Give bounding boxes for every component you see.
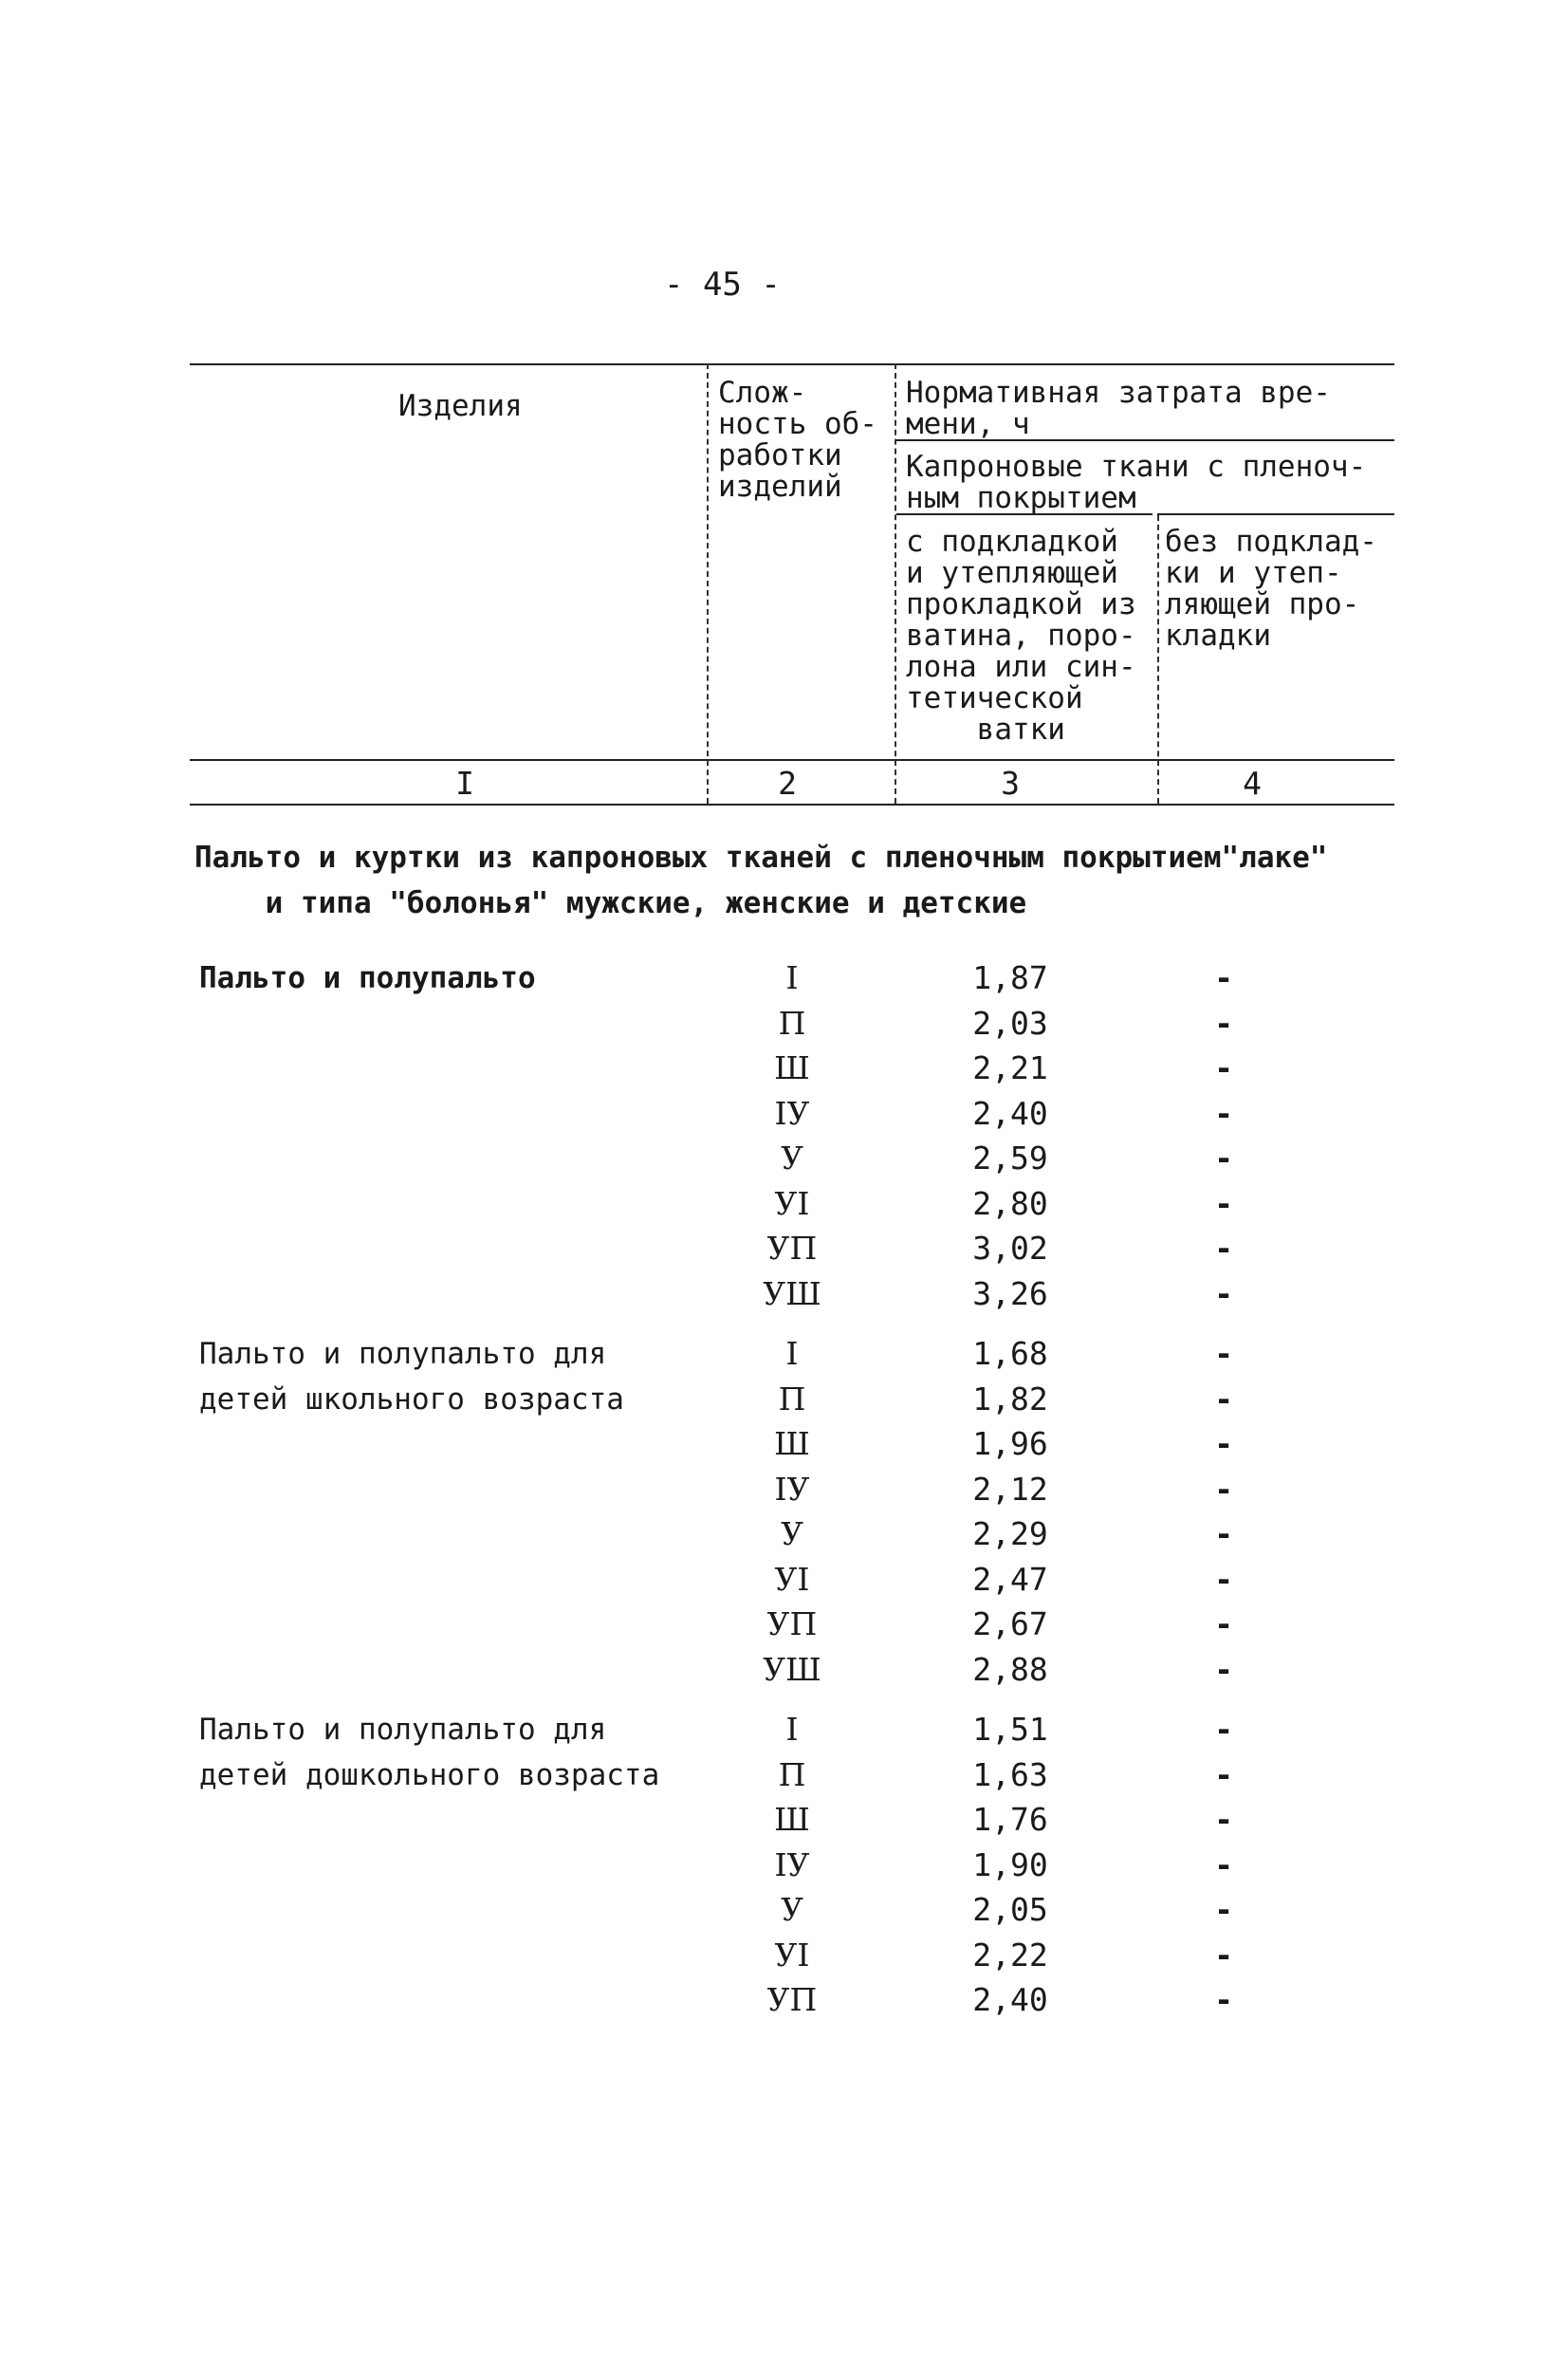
no-lining-cell: - — [1214, 1335, 1233, 1372]
value-cell: 2,47 — [972, 1560, 1048, 1598]
no-lining-cell: - — [1214, 1845, 1233, 1883]
header-col2: Слож- ность об- работки изделий — [718, 376, 877, 504]
complexity-cell: У — [781, 1515, 803, 1552]
value-cell: 2,88 — [972, 1650, 1048, 1688]
no-lining-cell: - — [1214, 1711, 1233, 1748]
no-lining-cell: - — [1214, 1049, 1233, 1086]
no-lining-cell: - — [1214, 1605, 1233, 1642]
complexity-cell: Ш — [774, 1801, 810, 1838]
complexity-cell: У — [781, 1140, 803, 1177]
complexity-cell: УШ — [763, 1650, 821, 1688]
complexity-cell: УШ — [763, 1274, 821, 1312]
page-number: - 45 - — [664, 266, 781, 304]
header-col4: без подклад- ки и утеп- ляющей про- кладки — [1165, 525, 1377, 653]
header-bottom-rule — [190, 759, 1394, 761]
no-lining-cell: - — [1214, 1470, 1233, 1508]
no-lining-cell: - — [1214, 1891, 1233, 1928]
group-label: Пальто и полупальто для детей дошкольного возраста — [199, 1713, 660, 1792]
value-cell: 1,63 — [972, 1755, 1048, 1793]
value-cell: 2,21 — [972, 1049, 1048, 1086]
complexity-cell: УП — [766, 1605, 818, 1642]
value-cell: 2,12 — [972, 1470, 1048, 1508]
complexity-cell: П — [778, 1004, 806, 1042]
value-cell: 1,90 — [972, 1845, 1048, 1883]
no-lining-cell: - — [1214, 1936, 1233, 1974]
value-cell: 1,68 — [972, 1335, 1048, 1372]
value-cell: 2,29 — [972, 1515, 1048, 1552]
colnum-bottom-rule — [190, 804, 1394, 806]
no-lining-cell: - — [1214, 1380, 1233, 1418]
complexity-cell: Ш — [774, 1049, 810, 1086]
complexity-cell: УI — [774, 1936, 810, 1974]
no-lining-cell: - — [1214, 1515, 1233, 1552]
complexity-cell: У — [781, 1891, 803, 1928]
complexity-cell: Ш — [774, 1425, 810, 1462]
no-lining-cell: - — [1214, 1981, 1233, 2018]
no-lining-cell: - — [1214, 959, 1233, 996]
colnum-1: I — [455, 765, 474, 802]
value-cell: 2,40 — [972, 1981, 1048, 2018]
value-cell: 2,05 — [972, 1891, 1048, 1928]
value-cell: 1,96 — [972, 1425, 1048, 1462]
no-lining-cell: - — [1214, 1184, 1233, 1222]
group-label: Пальто и полупальто — [199, 961, 536, 995]
header-divider-3 — [1157, 515, 1159, 804]
value-cell: 1,87 — [972, 959, 1048, 996]
complexity-cell: УП — [766, 1230, 818, 1267]
value-cell: 1,82 — [972, 1380, 1048, 1418]
header-top-rule — [190, 363, 1394, 365]
colnum-4: 4 — [1243, 765, 1262, 802]
section-title-line2: и типа "болонья" мужские, женские и детские — [194, 886, 1027, 920]
complexity-cell: П — [778, 1380, 806, 1418]
no-lining-cell: - — [1214, 1140, 1233, 1177]
section-title-line1: Пальто и куртки из капроновых тканей с пленочным покрытием"лаке" — [194, 841, 1328, 875]
complexity-cell: П — [778, 1755, 806, 1793]
no-lining-cell: - — [1214, 1230, 1233, 1267]
no-lining-cell: - — [1214, 1801, 1233, 1838]
header-col3: с подкладкой и утепляющей прокладкой из ватина, поро- лона или син- тетической ватки — [906, 525, 1136, 747]
complexity-cell: IУ — [774, 1094, 810, 1132]
value-cell: 1,51 — [972, 1711, 1048, 1748]
no-lining-cell: - — [1214, 1425, 1233, 1462]
complexity-cell: УI — [774, 1560, 810, 1598]
value-cell: 2,40 — [972, 1094, 1048, 1132]
value-cell: 3,26 — [972, 1274, 1048, 1312]
no-lining-cell: - — [1214, 1755, 1233, 1793]
value-cell: 2,03 — [972, 1004, 1048, 1042]
colnum-3: 3 — [1001, 765, 1020, 802]
no-lining-cell: - — [1214, 1274, 1233, 1312]
no-lining-cell: - — [1214, 1650, 1233, 1688]
complexity-cell: I — [785, 1335, 799, 1372]
complexity-cell: I — [785, 959, 799, 996]
complexity-cell: I — [785, 1711, 799, 1748]
value-cell: 2,80 — [972, 1184, 1048, 1222]
value-cell: 2,67 — [972, 1605, 1048, 1642]
value-cell: 3,02 — [972, 1230, 1048, 1267]
complexity-cell: IУ — [774, 1845, 810, 1883]
complexity-cell: IУ — [774, 1470, 810, 1508]
no-lining-cell: - — [1214, 1560, 1233, 1598]
header-col3-subgroup: Капроновые ткани с пленоч- ным покрытием — [906, 450, 1367, 515]
complexity-cell: УП — [766, 1981, 818, 2018]
header-divider-2 — [895, 363, 896, 804]
header-col3-group: Нормативная затрата вре- мени, ч — [906, 376, 1331, 441]
no-lining-cell: - — [1214, 1094, 1233, 1132]
no-lining-cell: - — [1214, 1004, 1233, 1042]
header-col1: Изделия — [398, 389, 523, 423]
value-cell: 2,59 — [972, 1140, 1048, 1177]
value-cell: 2,22 — [972, 1936, 1048, 1974]
complexity-cell: УI — [774, 1184, 810, 1222]
group-label: Пальто и полупальто для детей школьного возраста — [199, 1337, 624, 1417]
colnum-2: 2 — [778, 765, 797, 802]
value-cell: 1,76 — [972, 1801, 1048, 1838]
header-divider-1 — [707, 363, 709, 804]
